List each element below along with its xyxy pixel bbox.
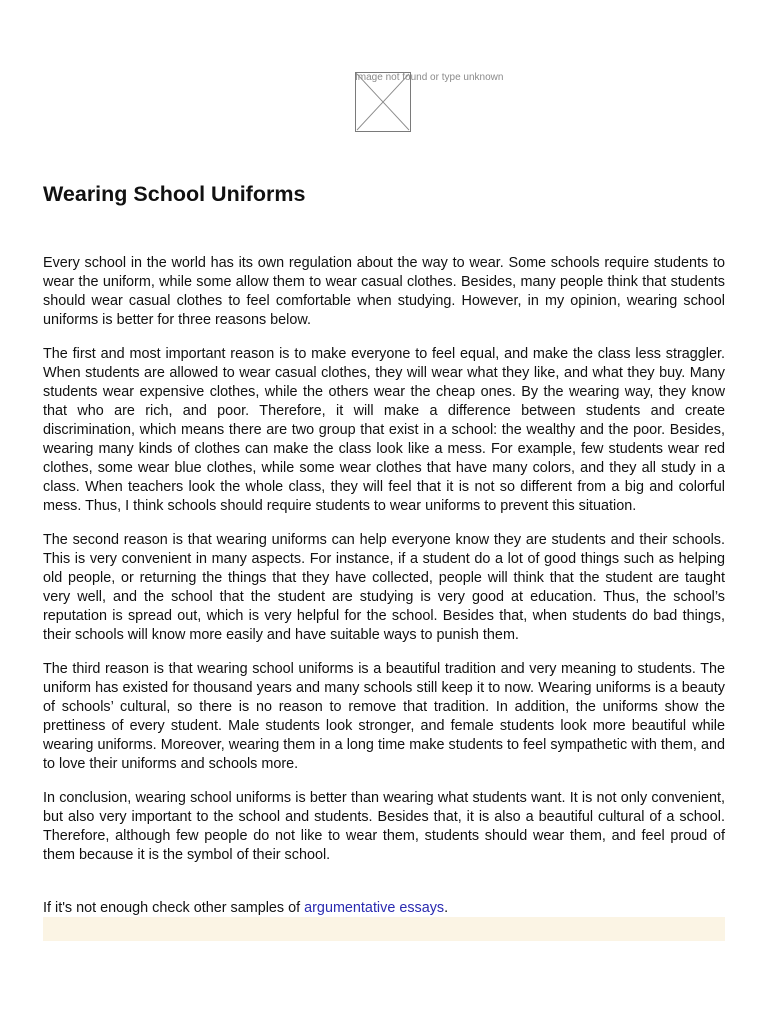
argumentative-essays-link[interactable]: argumentative essays	[304, 900, 445, 916]
essay-paragraph-intro: Every school in the world has its own regulation about the way to wear. Some schools require students to wear the uniform, while some allow them to wear casual clothes. Besides, many people think that students should wear casual clothes to feel comfortable when studying. However, in my opinion, wearing school uniforms is better for three reasons below.	[43, 255, 725, 328]
footer-band	[43, 917, 725, 941]
essay-paragraph-second-reason: The second reason is that wearing uniforms can help everyone know they are students and their schools. This is very convenient in many aspects. For instance, if a student do a lot of good things such as helping old people, or returning the things that they have collected, people will think that the student are taught very well, and the school that the student are studying is very good at education. Thus, the school’s reputation is spread out, which is very helpful for the school. Besides that, when students do bad things, their schools will know more easily and have suitable ways to punish them.	[43, 532, 725, 643]
essay-paragraph-conclusion: In conclusion, wearing school uniforms is better than wearing what students want. It is not only convenient, but also very important to the school and students. Besides that, it is also a beautiful cultural of a school. Therefore, although few people do not like to wear them, students should wear them, and feel proud of them because it is the symbol of their school.	[43, 790, 725, 863]
closing-suffix: .	[444, 900, 449, 916]
essay-body	[43, 254, 725, 880]
broken-image-alt-text: Image not found or type unknown	[355, 72, 504, 83]
essay-paragraph-first-reason: The first and most important reason is to make everyone to feel equal, and make the class less straggler. When students are allowed to wear casual clothes, they will wear what they like, and what they buy. Many students wear expensive clothes, while the others wear the cheap ones. By the wearing way, they know that who are rich, and poor. Therefore, it will make a difference between students and create discrimination, which means there are two group that exist in a school: the wealthy and the poor. Besides, wearing many kinds of clothes can make the class look like a mess. For example, few students wear red clothes, some wear blue clothes, while some wear clothes that have many colors, and they all study in a class. When teachers look the whole class, they will feel that it is not so different from a big and colorful mess. Thus, I think schools should require students to wear uniforms to prevent this situation.	[43, 346, 725, 514]
page-title: Wearing School Uniforms	[43, 182, 306, 206]
closing-line	[43, 899, 448, 918]
essay-paragraph-third-reason: The third reason is that wearing school uniforms is a beautiful tradition and very meaning to students. The uniform has existed for thousand years and many schools still keep it to now. Wearing uniforms is a beauty of schools’ cultural, so there is no reason to remove that tradition. In addition, the uniforms show the prettiness of every student. Male students look stronger, and female students look more beautiful while wearing uniforms. Moreover, wearing them in a long time make students to feel sympathetic with them, and to love their uniforms and schools more.	[43, 661, 725, 772]
closing-prefix: If it's not enough check other samples of	[43, 900, 305, 916]
